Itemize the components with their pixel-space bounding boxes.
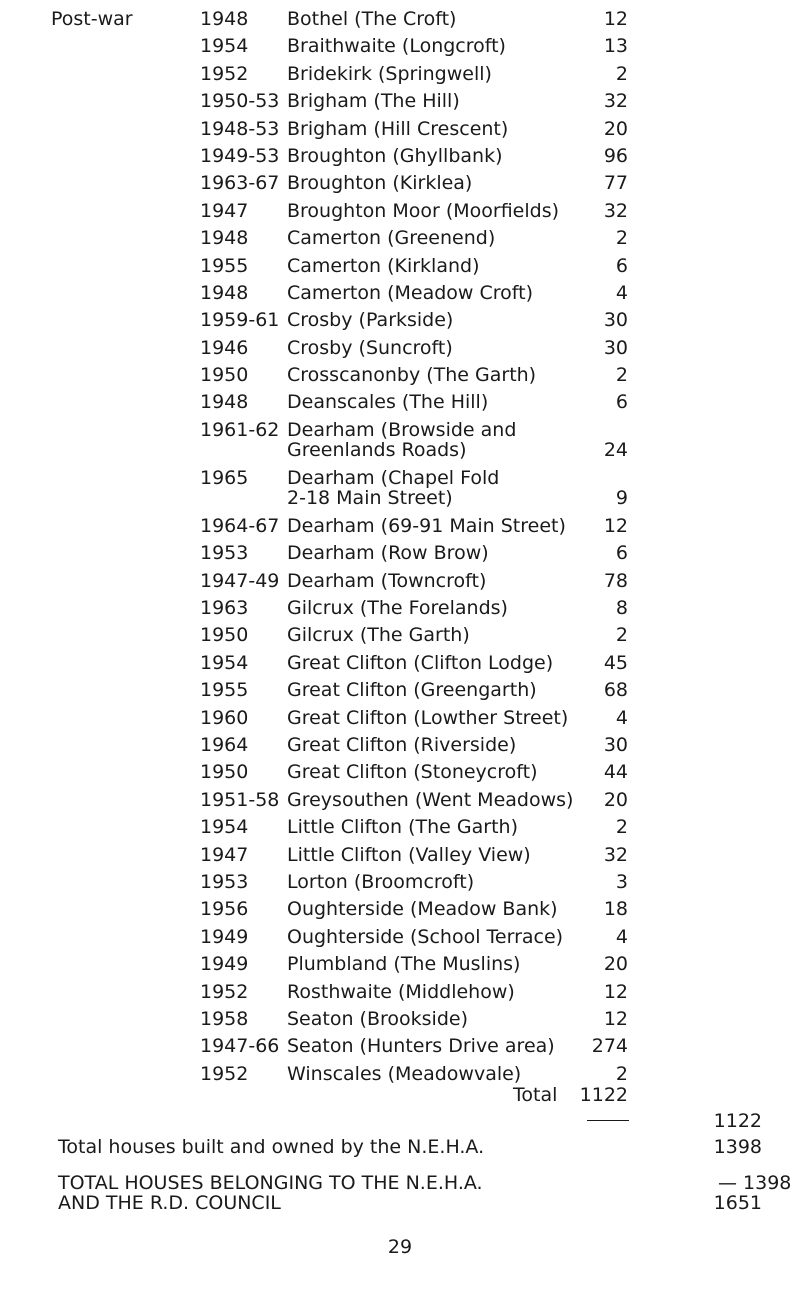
row-count: 68 <box>603 679 628 702</box>
row-name: Dearham (Towncroft) <box>287 569 487 592</box>
row-count: 30 <box>603 336 628 359</box>
row-count: 30 <box>603 733 628 756</box>
row-name: Broughton Moor (Moorfields) <box>287 199 560 222</box>
row-year: 1954 <box>200 35 249 58</box>
row-year: 1965 <box>200 466 249 489</box>
row-year: 1961-62 <box>200 418 280 441</box>
row-year: 1964 <box>200 733 249 756</box>
table-row <box>0 467 800 515</box>
row-count: 30 <box>603 309 628 332</box>
table-row <box>0 1035 800 1062</box>
row-year: 1960 <box>200 706 249 729</box>
table-row <box>0 515 800 542</box>
row-name: Great Clifton (Stoneycroft) <box>287 761 538 784</box>
row-count: 12 <box>603 1007 628 1030</box>
grand-label-line2: AND THE R.D. COUNCIL <box>58 1192 281 1214</box>
total-value: 1122 <box>579 1084 628 1106</box>
row-name: Deanscales (The Hill) <box>287 391 489 414</box>
row-name: Rosthwaite (Middlehow) <box>287 980 515 1003</box>
table-row <box>0 364 800 391</box>
row-count: 274 <box>591 1035 628 1058</box>
row-name: Broughton (Kirklea) <box>287 172 473 195</box>
row-count: 12 <box>603 514 628 537</box>
row-count: 32 <box>603 843 628 866</box>
row-count: 96 <box>603 144 628 167</box>
table-row <box>0 953 800 980</box>
row-name: Bothel (The Croft) <box>287 8 457 30</box>
neha-label: Total houses built and owned by the N.E.H.A. <box>58 1136 485 1158</box>
row-year: 1964-67 <box>200 514 280 537</box>
row-year: 1947-66 <box>200 1035 280 1058</box>
row-name: Dearham (69-91 Main Street) <box>287 514 566 537</box>
row-name-continued: Greenlands Roads) <box>287 438 467 461</box>
row-year: 1952 <box>200 62 249 85</box>
row-name: Dearham (Browside and <box>287 418 517 441</box>
row-count: 3 <box>615 870 628 893</box>
row-year: 1949-53 <box>200 144 280 167</box>
row-name: Brigham (The Hill) <box>287 90 460 113</box>
total-label: Total <box>513 1084 558 1106</box>
table-row <box>0 8 800 35</box>
table-row <box>0 761 800 788</box>
total-rule <box>587 1120 629 1121</box>
row-name: Gilcrux (The Garth) <box>287 624 470 647</box>
table-row <box>0 309 800 336</box>
row-count: 20 <box>603 788 628 811</box>
row-name: Bridekirk (Springwell) <box>287 62 492 85</box>
row-count: 78 <box>603 569 628 592</box>
row-year: 1953 <box>200 542 249 565</box>
row-count: 2 <box>615 364 628 387</box>
row-count: 77 <box>603 172 628 195</box>
row-count: 2 <box>615 816 628 839</box>
row-year: 1952 <box>200 1062 249 1085</box>
row-name: Great Clifton (Riverside) <box>287 733 517 756</box>
table-row <box>0 707 800 734</box>
row-name: Great Clifton (Greengarth) <box>287 679 537 702</box>
grand-value: 1651 <box>713 1192 762 1214</box>
row-year: 1948 <box>200 391 249 414</box>
row-count: 9 <box>615 486 628 509</box>
row-year: 1949 <box>200 953 249 976</box>
row-count: 18 <box>603 898 628 921</box>
row-count: 8 <box>615 597 628 620</box>
table-row <box>0 871 800 898</box>
page-number: 29 <box>387 1236 413 1258</box>
row-year: 1955 <box>200 254 249 277</box>
row-count: 45 <box>603 651 628 674</box>
row-count: 24 <box>603 438 628 461</box>
row-name: Dearham (Row Brow) <box>287 542 489 565</box>
row-year: 1948 <box>200 281 249 304</box>
row-year: 1955 <box>200 679 249 702</box>
row-year: 1956 <box>200 898 249 921</box>
table-row <box>0 652 800 679</box>
row-year: 1953 <box>200 870 249 893</box>
row-year: 1963 <box>200 597 249 620</box>
row-name: Braithwaite (Longcroft) <box>287 35 506 58</box>
row-year: 1947 <box>200 843 249 866</box>
row-name-continued: 2-18 Main Street) <box>287 486 453 509</box>
table-row <box>0 172 800 199</box>
row-year: 1948 <box>200 8 249 30</box>
row-name: Oughterside (Meadow Bank) <box>287 898 558 921</box>
row-year: 1959-61 <box>200 309 280 332</box>
row-name: Crosby (Parkside) <box>287 309 454 332</box>
row-year: 1954 <box>200 651 249 674</box>
table-row <box>0 570 800 597</box>
row-count: 6 <box>615 391 628 414</box>
table-row <box>0 624 800 651</box>
table-row <box>0 282 800 309</box>
row-count: 6 <box>615 542 628 565</box>
table-row <box>0 1063 800 1090</box>
row-name: Lorton (Broomcroft) <box>287 870 475 893</box>
row-name: Dearham (Chapel Fold <box>287 466 500 489</box>
row-year: 1963-67 <box>200 172 280 195</box>
table-row <box>0 90 800 117</box>
row-count: 32 <box>603 90 628 113</box>
row-name: Crosby (Suncroft) <box>287 336 453 359</box>
row-name: Greysouthen (Went Meadows) <box>287 788 574 811</box>
table-row <box>0 63 800 90</box>
grand-dash-value: 1398 <box>743 1172 792 1194</box>
carried-total: 1122 <box>713 1110 762 1132</box>
table-row <box>0 597 800 624</box>
grand-dash: — <box>718 1172 737 1194</box>
row-year: 1950 <box>200 761 249 784</box>
row-count: 4 <box>615 706 628 729</box>
row-name: Camerton (Kirkland) <box>287 254 480 277</box>
row-year: 1949 <box>200 925 249 948</box>
housing-table <box>0 8 800 1090</box>
row-count: 2 <box>615 1062 628 1085</box>
row-count: 2 <box>615 624 628 647</box>
row-year: 1954 <box>200 816 249 839</box>
table-row <box>0 35 800 62</box>
table-row <box>0 337 800 364</box>
table-row <box>0 981 800 1008</box>
row-count: 2 <box>615 227 628 250</box>
table-row <box>0 789 800 816</box>
table-row <box>0 118 800 145</box>
row-count: 32 <box>603 199 628 222</box>
row-year: 1947 <box>200 199 249 222</box>
row-name: Gilcrux (The Forelands) <box>287 597 508 620</box>
row-count: 13 <box>603 35 628 58</box>
table-row <box>0 227 800 254</box>
row-name: Broughton (Ghyllbank) <box>287 144 503 167</box>
row-year: 1948-53 <box>200 117 280 140</box>
table-row <box>0 255 800 282</box>
row-name: Plumbland (The Muslins) <box>287 953 521 976</box>
table-row <box>0 679 800 706</box>
row-name: Little Clifton (Valley View) <box>287 843 531 866</box>
table-row <box>0 1008 800 1035</box>
row-year: 1951-58 <box>200 788 280 811</box>
table-row <box>0 734 800 761</box>
row-year: 1950 <box>200 364 249 387</box>
row-count: 2 <box>615 62 628 85</box>
row-name: Brigham (Hill Crescent) <box>287 117 509 140</box>
row-name: Camerton (Meadow Croft) <box>287 281 533 304</box>
row-name: Oughterside (School Terrace) <box>287 925 564 948</box>
row-name: Seaton (Brookside) <box>287 1007 468 1030</box>
row-name: Great Clifton (Clifton Lodge) <box>287 651 554 674</box>
period-label: Post-war <box>51 8 133 30</box>
grand-label-line1: TOTAL HOUSES BELONGING TO THE N.E.H.A. <box>58 1172 483 1194</box>
row-count: 12 <box>603 980 628 1003</box>
row-name: Camerton (Greenend) <box>287 227 496 250</box>
row-year: 1946 <box>200 336 249 359</box>
row-count: 4 <box>615 925 628 948</box>
table-row <box>0 844 800 871</box>
row-name: Great Clifton (Lowther Street) <box>287 706 569 729</box>
row-year: 1952 <box>200 980 249 1003</box>
table-row <box>0 542 800 569</box>
table-row <box>0 145 800 172</box>
row-count: 20 <box>603 117 628 140</box>
row-count: 44 <box>603 761 628 784</box>
grand-subtract <box>718 1172 791 1194</box>
table-row <box>0 898 800 925</box>
row-year: 1947-49 <box>200 569 280 592</box>
row-name: Seaton (Hunters Drive area) <box>287 1035 555 1058</box>
row-year: 1950 <box>200 624 249 647</box>
row-year: 1948 <box>200 227 249 250</box>
neha-value: 1398 <box>713 1136 762 1158</box>
table-row <box>0 816 800 843</box>
table-row <box>0 419 800 467</box>
table-row <box>0 200 800 227</box>
row-count: 6 <box>615 254 628 277</box>
row-name: Little Clifton (The Garth) <box>287 816 518 839</box>
row-year: 1950-53 <box>200 90 280 113</box>
table-row <box>0 926 800 953</box>
row-year: 1958 <box>200 1007 249 1030</box>
row-count: 4 <box>615 281 628 304</box>
table-row <box>0 391 800 418</box>
row-name: Crosscanonby (The Garth) <box>287 364 537 387</box>
row-count: 12 <box>603 8 628 30</box>
row-count: 20 <box>603 953 628 976</box>
row-name: Winscales (Meadowvale) <box>287 1062 522 1085</box>
